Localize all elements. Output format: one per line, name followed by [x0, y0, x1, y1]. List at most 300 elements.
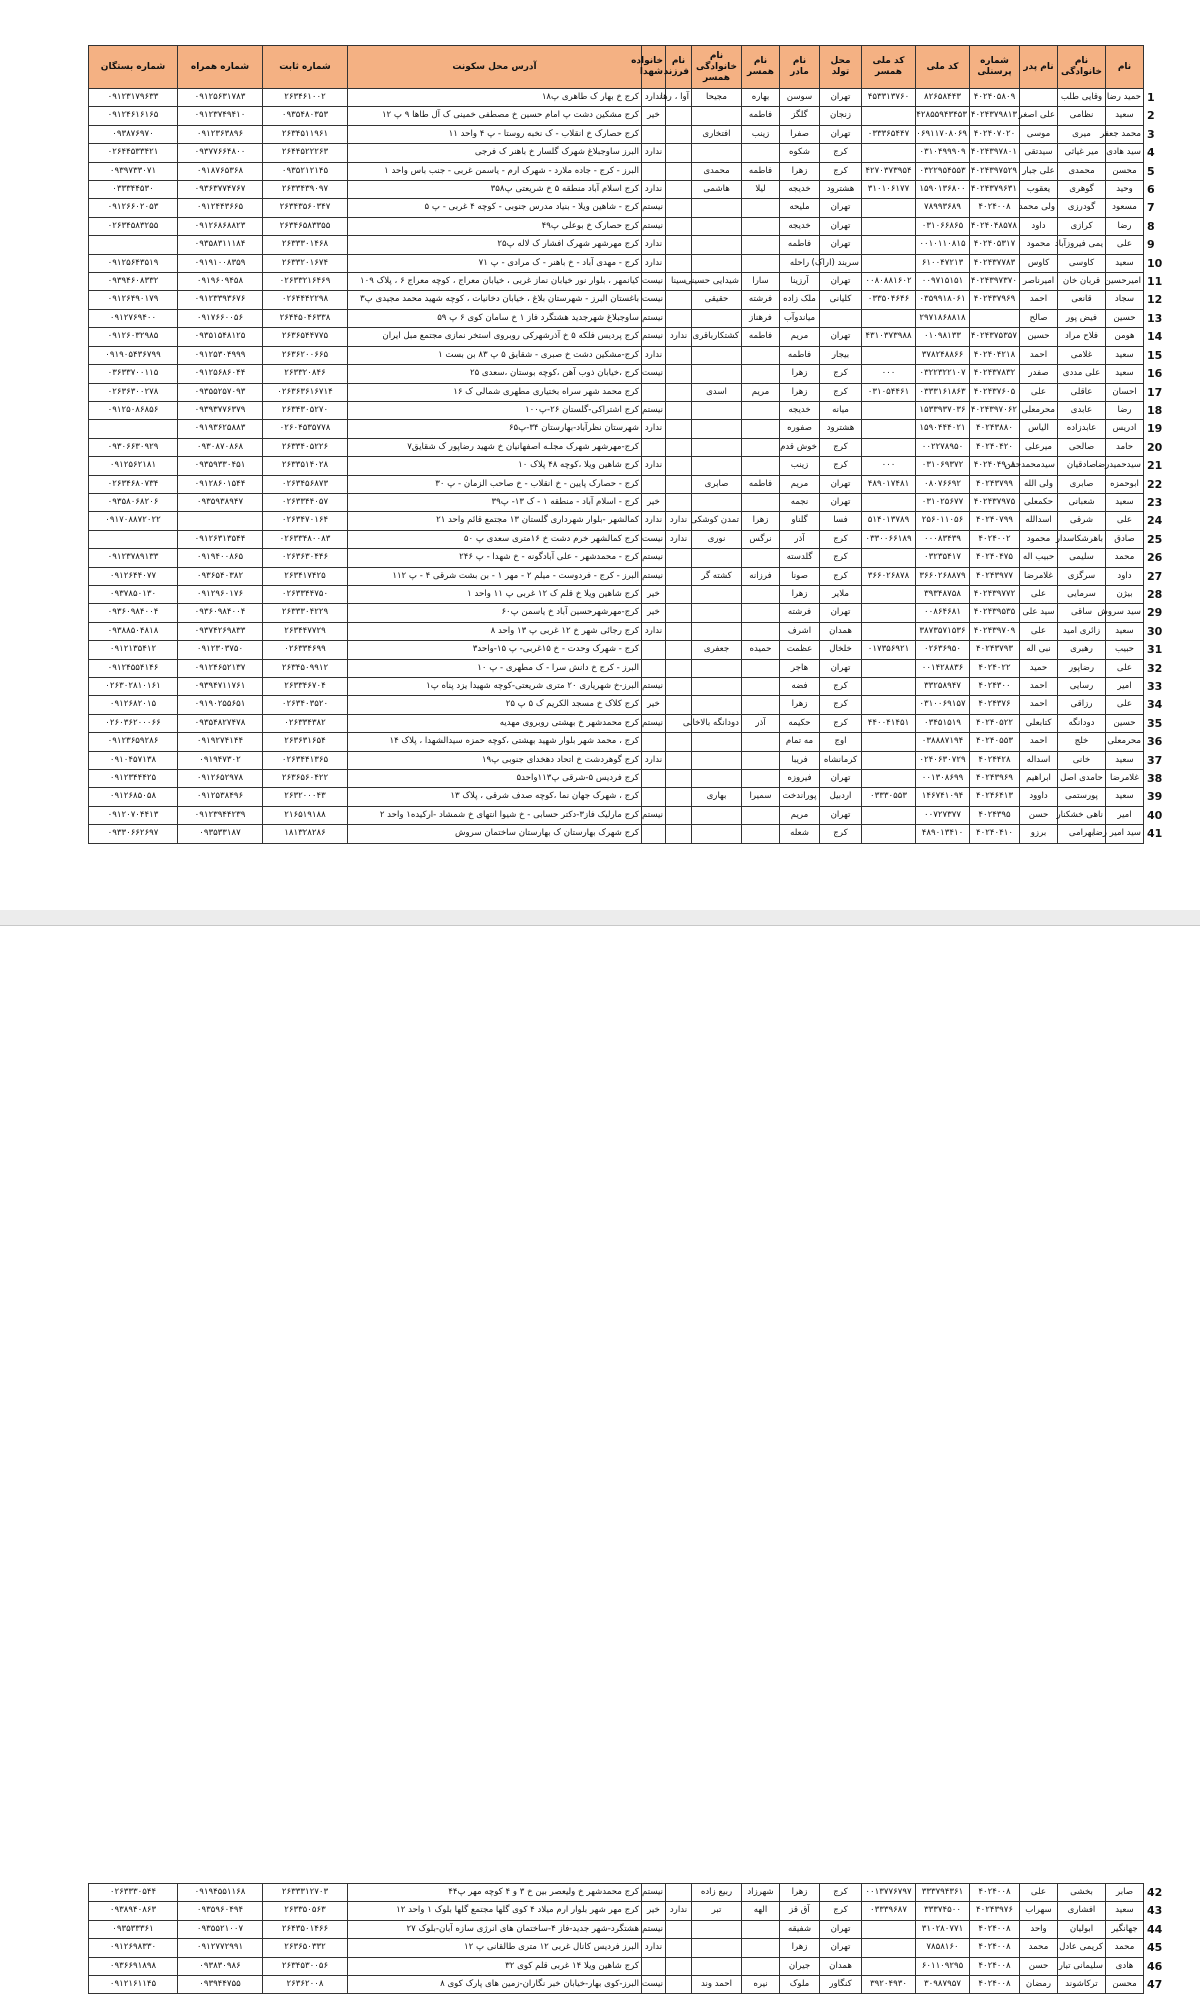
cell-birth: کرج — [820, 162, 862, 180]
cell-birth: کرج — [820, 144, 862, 162]
cell-mother: مریم — [780, 328, 820, 346]
cell-addr: کرج کلاک خ مسجد الکریم ک ۵ پ ۲۵ — [348, 696, 642, 714]
cell-mother: فاطمه — [780, 346, 820, 364]
cell-land: ۲۶۳۳۴۰۵۲۲۶ — [263, 438, 348, 456]
cell-father: صالح — [1020, 309, 1058, 327]
cell-spouse: فاطمه — [742, 107, 780, 125]
cell-land: ۲۶۳۴۱۷۴۲۵ — [263, 567, 348, 585]
cell-sfam — [692, 622, 742, 640]
row-number: 27 — [1147, 569, 1163, 583]
cell-spouse: زهرا — [742, 512, 780, 530]
cell-pid: ۴۰۲۴۳۷۹۶۳۱ — [970, 181, 1020, 199]
cell-land: ۲۶۳۶۵۰۳۳۲ — [263, 1939, 348, 1957]
table-row — [89, 254, 1174, 272]
cell-father: ولی الله — [1020, 475, 1058, 493]
cell-snid: ۴۵۳۳۱۳۷۶۰ — [862, 89, 916, 107]
cell-last: علی مددی — [1058, 365, 1106, 383]
cell-snid — [862, 585, 916, 603]
cell-nid: ۳۰۹۸۷۹۵۷ — [916, 1976, 970, 1994]
table-row — [89, 585, 1174, 603]
cell-first: محمد جعفر — [1106, 125, 1144, 143]
cell-martyr: نیستم — [642, 217, 666, 235]
row-number: 44 — [1147, 1922, 1163, 1936]
cell-child — [666, 383, 692, 401]
cell-first: امیرحسین — [1106, 273, 1144, 291]
cell-land: ۲۱۶۵۱۹۱۸۸ — [263, 806, 348, 824]
cell-last: صابری — [1058, 475, 1106, 493]
cell-addr: کرج کمالشهر خرم دشت خ ۱۶متری سعدی پ ۵۰ — [348, 530, 642, 548]
cell-martyr: ندارد — [642, 181, 666, 199]
cell-mobile: ۰۹۱۲۵۳۰۴۹۹۹ — [178, 346, 263, 364]
cell-snid — [862, 806, 916, 824]
cell-birth: تهران — [820, 659, 862, 677]
cell-snid: ۰۰۰ — [862, 457, 916, 475]
cell-first: حمید رضا — [1106, 89, 1144, 107]
cell-father: غلامرضا — [1020, 567, 1058, 585]
cell-spouse — [742, 438, 780, 456]
column-header-addr: آدرس محل سکونت — [348, 46, 642, 89]
cell-father: علی — [1020, 383, 1058, 401]
cell-sfam — [692, 420, 742, 438]
row-number: 14 — [1147, 330, 1163, 344]
cell-last: گودرزی — [1058, 199, 1106, 217]
cell-rel — [89, 236, 178, 254]
cell-addr: کرج گوهردشت خ اتحاد دهخدای جنوبی پ۱۹ — [348, 751, 642, 769]
cell-birth: تهران — [820, 273, 862, 291]
cell-last: دودانگه — [1058, 714, 1106, 732]
row-number: 3 — [1147, 127, 1155, 141]
cell-birth: کرمانشاه — [820, 751, 862, 769]
cell-birth: اردبیل — [820, 788, 862, 806]
cell-child: ندارد — [666, 512, 692, 530]
row-number: 26 — [1147, 551, 1163, 565]
cell-birth: تهران — [820, 806, 862, 824]
row-number: 4 — [1147, 146, 1155, 160]
cell-first: محسن — [1106, 1976, 1144, 1994]
cell-spouse: سارا — [742, 273, 780, 291]
column-header-nid: کد ملی — [916, 46, 970, 89]
cell-land: ۲۶۳۶۳۱۶۵۴ — [263, 733, 348, 751]
cell-rel: ۰۳۳۳۴۴۵۳۰ — [89, 181, 178, 199]
cell-sfam — [692, 199, 742, 217]
cell-mother: گلگز — [780, 107, 820, 125]
cell-sfam — [692, 254, 742, 272]
cell-child — [666, 254, 692, 272]
cell-snid — [862, 825, 916, 843]
cell-father: محمود — [1020, 530, 1058, 548]
cell-child — [666, 1957, 692, 1975]
cell-first: سعید — [1106, 254, 1144, 272]
cell-martyr: نیست — [642, 273, 666, 291]
table-row — [89, 273, 1174, 291]
cell-last: میری — [1058, 125, 1106, 143]
cell-mother: پوراندخت — [780, 788, 820, 806]
cell-pid: ۴۰۲۴۰۴۲۰ — [970, 438, 1020, 456]
cell-mother: زینب — [780, 457, 820, 475]
cell-first: امیر — [1106, 806, 1144, 824]
cell-mother: فریبا — [780, 751, 820, 769]
cell-child — [666, 1884, 692, 1902]
cell-snid — [862, 346, 916, 364]
cell-mother: زهرا — [780, 365, 820, 383]
cell-spouse — [742, 493, 780, 511]
cell-addr: کرج مشکین دشت پ امام حسین خ مصطفی خمینی ک آل طاها ۹ پ ۱۲ — [348, 107, 642, 125]
row-number: 12 — [1147, 293, 1163, 307]
cell-martyr: نیستم — [642, 549, 666, 567]
cell-child — [666, 751, 692, 769]
cell-rel: ۰۹۳۷۸۵۰۱۳۰ — [89, 585, 178, 603]
row-number: 22 — [1147, 477, 1163, 491]
cell-child — [666, 806, 692, 824]
cell-pid — [970, 309, 1020, 327]
cell-mobile: ۰۹۱۲۶۳۱۳۵۴۴ — [178, 530, 263, 548]
cell-last: یمی فیروزآباد — [1058, 236, 1106, 254]
row-number: 34 — [1147, 698, 1163, 712]
cell-father: احمد — [1020, 291, 1058, 309]
cell-addr: کرج شاهین ویلا ،کوچه ۴۸ پلاک ۱۰ — [348, 457, 642, 475]
cell-land: ۲۶۳۳۲۰۸۴۶ — [263, 365, 348, 383]
cell-child — [666, 622, 692, 640]
cell-addr: کرج ، شهرک جهان نما ،کوچه صدف شرقی ، پلاک ۱۳ — [348, 788, 642, 806]
table-row — [89, 144, 1174, 162]
cell-sfam — [692, 457, 742, 475]
cell-pid: ۴۰۲۴۳۷۹۸۱۳ — [970, 107, 1020, 125]
cell-pid: ۴۰۲۴۳۹۷۶ — [970, 1902, 1020, 1920]
cell-sfam — [692, 144, 742, 162]
cell-father: صفدر — [1020, 365, 1058, 383]
cell-pid: ۴۰۲۴۳۷۹۹ — [970, 475, 1020, 493]
cell-snid — [862, 236, 916, 254]
row-number: 31 — [1147, 643, 1163, 657]
cell-land: ۰۲۶۳۳۴۴۷۵۰ — [263, 585, 348, 603]
cell-mother: آق قز — [780, 1902, 820, 1920]
cell-land: ۰۲۶۳۴۷۰۱۶۴ — [263, 512, 348, 530]
cell-last: شعبانی — [1058, 493, 1106, 511]
cell-addr: البرز-کوی بهار-خیابان خبر نگاران-زمین های پارک کوی ۸ — [348, 1976, 642, 1994]
cell-addr: کرج مهر شهر بلوار ارم میلاد ۴ کوی گلها مجتمع گلها بلوک ۱ واحد ۱۲ — [348, 1902, 642, 1920]
table-row — [89, 1939, 1174, 1957]
cell-rel: ۰۹۱۲۱۶۱۱۴۵ — [89, 1976, 178, 1994]
cell-mother: حکیمه — [780, 714, 820, 732]
cell-pid: ۴۰۲۴۳۹۷۵۲۹ — [970, 162, 1020, 180]
cell-nid: ۳۷۸۲۴۸۸۶۶ — [916, 346, 970, 364]
cell-sfam — [692, 493, 742, 511]
cell-spouse — [742, 199, 780, 217]
cell-land: ۲۶۳۴۴۷۷۲۹ — [263, 622, 348, 640]
cell-spouse: فاطمه — [742, 475, 780, 493]
row-number: 30 — [1147, 624, 1163, 638]
cell-first: سیدحمیدرضا — [1106, 457, 1144, 475]
cell-land: ۰۲۶۳۴۰۳۵۲۰ — [263, 696, 348, 714]
cell-mother: هاجر — [780, 659, 820, 677]
cell-child — [666, 1976, 692, 1994]
cell-birth: هشترود — [820, 181, 862, 199]
cell-mobile: ۰۹۱۲۳۶۳۸۹۶ — [178, 125, 263, 143]
table-row — [89, 475, 1174, 493]
row-number: 28 — [1147, 587, 1163, 601]
table-row — [89, 236, 1174, 254]
cell-snid — [862, 438, 916, 456]
cell-spouse: بهاره — [742, 89, 780, 107]
cell-spouse — [742, 733, 780, 751]
cell-child — [666, 770, 692, 788]
cell-snid — [862, 770, 916, 788]
table-row — [89, 825, 1174, 843]
column-header-last: نام خانوادگی — [1058, 46, 1106, 89]
cell-pid: ۴۰۲۴۰۴۹۰۸ — [970, 457, 1020, 475]
cell-mobile: ۰۹۱۹۲۷۴۱۴۴ — [178, 733, 263, 751]
cell-mobile: ۰۹۱۲۳۷۴۹۴۱۰ — [178, 107, 263, 125]
cell-martyr: ندارد — [642, 144, 666, 162]
cell-birth: تهران — [820, 770, 862, 788]
cell-first: علی — [1106, 696, 1144, 714]
cell-nid: ۰۰۱۰۱۱۰۸۱۵ — [916, 236, 970, 254]
cell-mobile: ۰۹۱۹۶۰۹۴۵۸ — [178, 273, 263, 291]
cell-martyr — [642, 825, 666, 843]
table-row — [89, 530, 1174, 548]
cell-pid: ۴۰۲۴۳۹۷۷۲ — [970, 585, 1020, 603]
cell-nid: ۰۱۰۹۸۱۳۳ — [916, 328, 970, 346]
cell-birth: همدان — [820, 622, 862, 640]
cell-snid — [862, 144, 916, 162]
cell-father: اسدالله — [1020, 512, 1058, 530]
cell-pid: ۴۰۲۴۳۹۶۹ — [970, 770, 1020, 788]
cell-mother: شفیقه — [780, 1920, 820, 1938]
cell-pid: ۴۰۲۴۰۴۸۵۷۸ — [970, 217, 1020, 235]
cell-sfam — [692, 401, 742, 419]
cell-father: علی اصغر — [1020, 107, 1058, 125]
cell-spouse — [742, 622, 780, 640]
cell-addr: کرج - حصارک پایین - خ انقلاب - خ صاحب الزمان - پ ۳۰ — [348, 475, 642, 493]
table-row — [89, 438, 1174, 456]
cell-nid: ۰۰۱۴۲۸۸۳۶ — [916, 659, 970, 677]
cell-first: سعید — [1106, 1902, 1144, 1920]
cell-mobile: ۰۹۱۲۴۴۳۶۶۵ — [178, 199, 263, 217]
cell-birth: خلخال — [820, 641, 862, 659]
cell-nid: ۶۱۰۰۴۷۲۱۳ — [916, 254, 970, 272]
cell-land: ۱۸۱۳۲۸۲۸۶ — [263, 825, 348, 843]
cell-father: حکمعلی — [1020, 493, 1058, 511]
cell-pid: ۴۰۲۴۴۲۸ — [970, 751, 1020, 769]
cell-snid — [862, 678, 916, 696]
cell-addr: کرج-مهرشهر شهرک مجلـه اصفهانیان خ شهید رضاپور ک شقایق۷ — [348, 438, 642, 456]
cell-rel: ۰۹۳۰۶۶۳۰۹۲۹ — [89, 438, 178, 456]
cell-nid: ۱۵۳۳۹۳۷۰۳۶ — [916, 401, 970, 419]
row-number: 41 — [1147, 827, 1163, 841]
cell-mother: زهرا — [780, 585, 820, 603]
cell-first: علی — [1106, 512, 1144, 530]
cell-martyr — [642, 659, 666, 677]
cell-father: امیرناصر — [1020, 273, 1058, 291]
cell-father: حمید — [1020, 659, 1058, 677]
cell-pid: ۴۰۲۴۳۹۷۷ — [970, 567, 1020, 585]
cell-child — [666, 549, 692, 567]
cell-land: ۰۹۳۵۲۱۲۱۴۵ — [263, 162, 348, 180]
cell-rel: ۰۹۱۲۶۸۵۰۵۸ — [89, 788, 178, 806]
cell-father: واحد — [1020, 1920, 1058, 1938]
cell-birth: کرج — [820, 714, 862, 732]
cell-addr: کرج - اسلام آباد - منطقه ۱ - ک ۱۳- پ۳۹ — [348, 493, 642, 511]
cell-mobile — [178, 512, 263, 530]
cell-pid: ۴۰۲۴۰۲۲ — [970, 659, 1020, 677]
cell-addr: کرج مارلیک فاز۳-دکتر حسابی - خ شیوا انتهای خ شمشاد -ارکیده۱ واحد ۲ — [348, 806, 642, 824]
cell-father: سیدتقی — [1020, 144, 1058, 162]
cell-child: سینا — [666, 273, 692, 291]
cell-rel: ۰۹۳۳۰۶۶۲۶۹۷ — [89, 825, 178, 843]
table-row — [89, 567, 1174, 585]
cell-addr: شهرستان نظرآباد-بهارستان ۳۴-پ۶۵ — [348, 420, 642, 438]
cell-martyr — [642, 125, 666, 143]
cell-snid — [862, 1939, 916, 1957]
cell-spouse — [742, 604, 780, 622]
table-row — [89, 696, 1174, 714]
cell-martyr: ندارد — [642, 457, 666, 475]
cell-spouse — [742, 806, 780, 824]
cell-birth: همدان — [820, 1957, 862, 1975]
cell-last: فیض پور — [1058, 309, 1106, 327]
cell-land: ۲۶۴۳۵۰۱۴۶۶ — [263, 1920, 348, 1938]
cell-last: پورستمی — [1058, 788, 1106, 806]
cell-mobile: ۰۹۳۸۳۰۹۸۶ — [178, 1957, 263, 1975]
cell-rel: ۰۹۱۲۶۴۴۰۷۷ — [89, 567, 178, 585]
cell-nid: ۰۳۲۲۳۲۲۱۰۷ — [916, 365, 970, 383]
cell-pid: ۴۰۲۴۳۷۶ — [970, 696, 1020, 714]
cell-first: سید امیر رضا — [1106, 825, 1144, 843]
cell-rel: ۰۹۳۸۸۵۰۴۸۱۸ — [89, 622, 178, 640]
cell-pid: ۴۰۲۴۰۰۸ — [970, 1939, 1020, 1957]
cell-sfam — [692, 1920, 742, 1938]
cell-martyr: ندارد — [642, 346, 666, 364]
cell-addr: کرج - شاهین ویلا - بنیاد مدرس جنوبی - کوچه ۴ غربی - پ ۵ — [348, 199, 642, 217]
cell-addr: کرج شهرک بهارستان ک بهارستان ساختمان سروش — [348, 825, 642, 843]
cell-sfam — [692, 806, 742, 824]
cell-first: سعید — [1106, 751, 1144, 769]
row-number: 46 — [1147, 1959, 1163, 1973]
cell-child — [666, 125, 692, 143]
cell-martyr: خیر — [642, 107, 666, 125]
cell-first: هادی — [1106, 1957, 1144, 1975]
cell-birth: تهران — [820, 89, 862, 107]
cell-birth: فسا — [820, 512, 862, 530]
cell-birth: کرج — [820, 383, 862, 401]
cell-sfam — [692, 659, 742, 677]
cell-father: کاوس — [1020, 254, 1058, 272]
cell-rel: ۰۹۳۵۸۰۶۸۲۰۶ — [89, 493, 178, 511]
table-row — [89, 1920, 1174, 1938]
cell-martyr: نیست — [642, 291, 666, 309]
cell-child — [666, 585, 692, 603]
table-row — [89, 733, 1174, 751]
cell-spouse: فاطمه — [742, 162, 780, 180]
table-row — [89, 181, 1174, 199]
cell-spouse — [742, 144, 780, 162]
cell-mobile: ۰۹۱۲۶۵۲۹۷۸ — [178, 770, 263, 788]
cell-land: ۲۶۳۶۲۰۰۶۶۵ — [263, 346, 348, 364]
cell-sfam — [692, 549, 742, 567]
cell-pid: ۴۰۲۴۰۵۸۰۹ — [970, 89, 1020, 107]
cell-mother: شکوه — [780, 144, 820, 162]
cell-rel: ۰۳۶۳۳۷۰۰۱۱۵ — [89, 365, 178, 383]
cell-spouse: حمیده — [742, 641, 780, 659]
cell-sfam: مجیحا — [692, 89, 742, 107]
row-number: 37 — [1147, 753, 1163, 767]
cell-last: عابدی — [1058, 401, 1106, 419]
cell-spouse: فرهناز — [742, 309, 780, 327]
table-row — [89, 641, 1174, 659]
cell-spouse — [742, 659, 780, 677]
cell-land: ۲۶۳۳۳۰۴۲۲۹ — [263, 604, 348, 622]
cell-rel: ۰۹۱۲۶۹۸۳۳۰ — [89, 1939, 178, 1957]
cell-first: بیژن — [1106, 585, 1144, 603]
cell-snid: ۰۱۷۳۵۶۹۲۱ — [862, 641, 916, 659]
cell-sfam — [692, 1939, 742, 1957]
column-header-father: نام پدر — [1020, 46, 1058, 89]
cell-last: سرگزی — [1058, 567, 1106, 585]
cell-nid: ۲۹۷۱۸۶۸۸۱۸ — [916, 309, 970, 327]
row-number: 19 — [1147, 422, 1163, 436]
cell-addr: البرز - کرج - جاده ملارد - شهرک ارم - یاسمن غربی - جنب باس واحد ۱ — [348, 162, 642, 180]
cell-pid: ۴۰۲۴۰۰۸ — [970, 1884, 1020, 1902]
cell-last: عابدزاده — [1058, 420, 1106, 438]
cell-snid — [862, 107, 916, 125]
cell-father: میرعلی — [1020, 438, 1058, 456]
cell-pid: ۴۰۲۴۳۷۹۷۵ — [970, 493, 1020, 511]
cell-land: ۰۲۶۳۴۵۶۸۷۳ — [263, 475, 348, 493]
cell-rel: ۰۹۱۲۵۰۸۶۸۵۶ — [89, 401, 178, 419]
row-number: 35 — [1147, 716, 1163, 730]
cell-addr: کرج فردیس ۵-شرقی پ۱۱۳واحد۵ — [348, 770, 642, 788]
row-number: 7 — [1147, 201, 1155, 215]
cell-father: رمضان — [1020, 1976, 1058, 1994]
cell-last: رهبری — [1058, 641, 1106, 659]
cell-spouse: لیلا — [742, 181, 780, 199]
cell-mother: زهرا — [780, 162, 820, 180]
row-number: 33 — [1147, 680, 1163, 693]
table-row — [89, 365, 1174, 383]
cell-nid: ۰۳۲۲۹۵۴۵۵۳ — [916, 162, 970, 180]
cell-last: ابولیان — [1058, 1920, 1106, 1938]
row-number: 13 — [1147, 311, 1163, 325]
row-number: 24 — [1147, 514, 1163, 528]
cell-pid: ۴۰۲۴۳۹۷۳۷۰ — [970, 273, 1020, 291]
cell-last: کرازی — [1058, 217, 1106, 235]
cell-snid: ۵۱۴۰۱۳۷۸۹ — [862, 512, 916, 530]
cell-last: کاوسی — [1058, 254, 1106, 272]
cell-pid: ۴۰۲۴۰۴۲۱۸ — [970, 346, 1020, 364]
table-row — [89, 328, 1174, 346]
cell-pid: ۴۰۲۴۳۷۸۳۲ — [970, 365, 1020, 383]
cell-land: ۰۲۶۳۴۴۱۳۶۵ — [263, 751, 348, 769]
cell-snid: ۰۰۱۳۷۷۶۷۹۷ — [862, 1884, 916, 1902]
cell-pid: ۴۰۲۴۳۰۰ — [970, 678, 1020, 696]
cell-spouse — [742, 1920, 780, 1938]
cell-spouse — [742, 457, 780, 475]
cell-martyr: خیر — [642, 604, 666, 622]
cell-birth: کرج — [820, 1884, 862, 1902]
cell-mother: صونا — [780, 567, 820, 585]
cell-mother: خدیجه — [780, 401, 820, 419]
cell-child — [666, 401, 692, 419]
cell-pid: ۴۰۲۴۰۷۹۹ — [970, 512, 1020, 530]
cell-child — [666, 659, 692, 677]
cell-last: افشاری — [1058, 1902, 1106, 1920]
cell-mother: آرزینا — [780, 273, 820, 291]
row-number: 9 — [1147, 238, 1155, 252]
cell-martyr — [642, 733, 666, 751]
row-number: 25 — [1147, 532, 1163, 546]
cell-snid: ۳۶۶۰۲۶۸۷۸ — [862, 567, 916, 585]
cell-birth: کرج — [820, 696, 862, 714]
